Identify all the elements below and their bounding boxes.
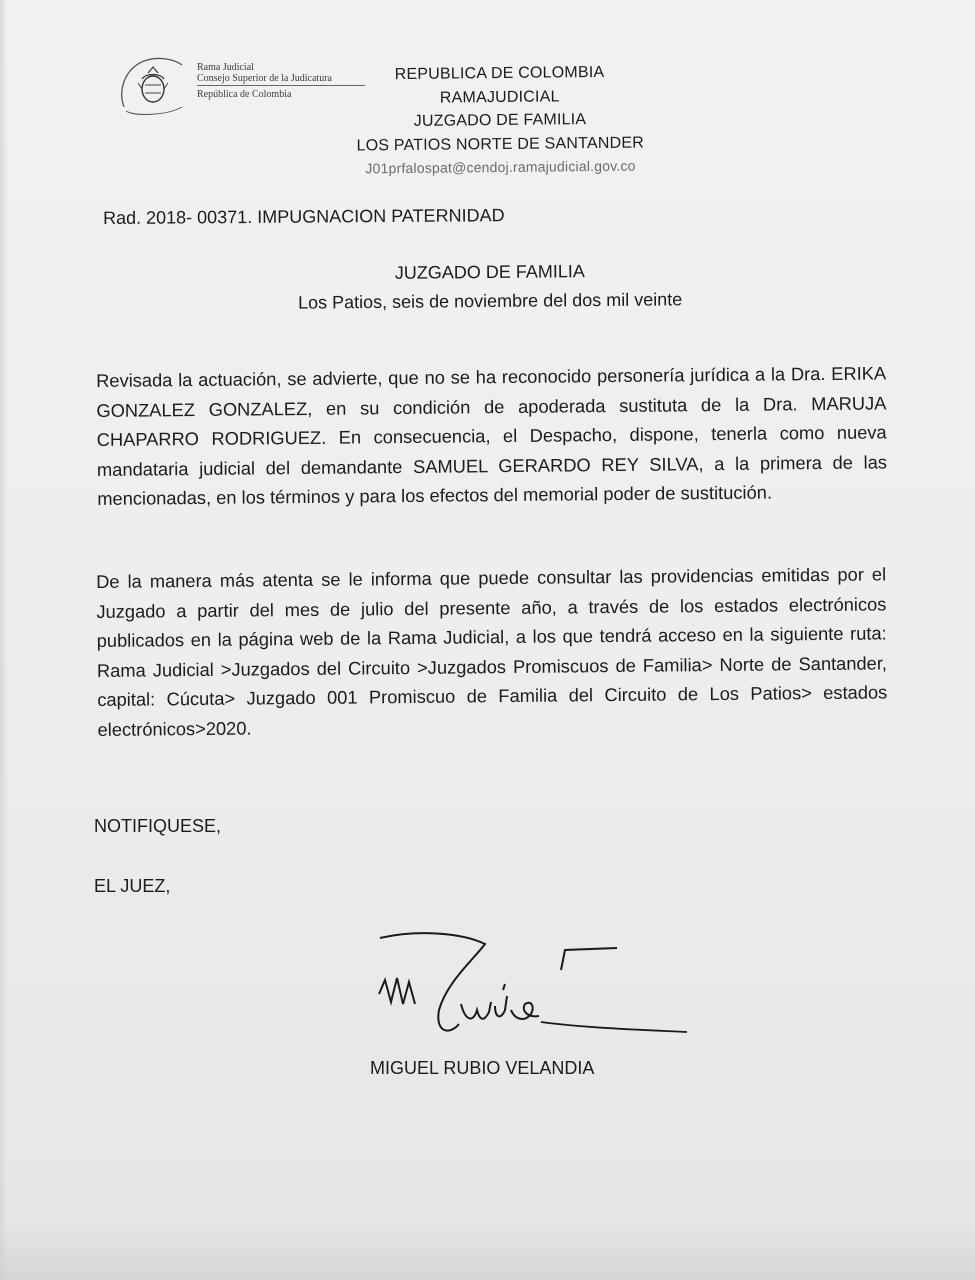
handwritten-signature	[355, 920, 700, 1060]
place-date: Los Patios, seis de noviembre del dos mil veinte	[297, 289, 683, 313]
court-heading	[260, 256, 720, 318]
court-name: JUZGADO DE FAMILIA	[394, 261, 585, 283]
court-email: J01prfalospat@cendoj.ramajudicial.gov.co	[365, 157, 636, 177]
logo-caption-line: República de Colombia	[197, 89, 292, 100]
coat-of-arms-logo-icon	[118, 55, 188, 117]
paper-edge-shadow	[0, 0, 8, 1280]
signer-name: MIGUEL RUBIO VELANDIA	[370, 1058, 595, 1078]
body-paragraph: Revisada la actuación, se advierte, que no se ha reconocido personería jurídica a la Dra. ERIKA GONZALEZ GONZALEZ, en su condición de apoderada sustituta de la Dra. MARUJA CHAPARRO RODRIGUEZ. En consecuencia, el Despacho, dispone, tenerla como nueva mandataria judicial del demandante SAMUEL GERARDO REY SILVA, a la primera de las mencionadas, en los términos y para los efectos del memorial poder de sustitución.	[96, 362, 888, 509]
letterhead-line: JUZGADO DE FAMILIA	[413, 111, 587, 130]
letterhead-line: LOS PATIOS NORTE DE SANTANDER	[356, 133, 644, 155]
signer-title: EL JUEZ,	[94, 876, 171, 896]
logo-caption-line: Rama Judicial	[197, 62, 254, 73]
letterhead-block	[329, 60, 670, 181]
case-reference: Rad. 2018- 00371. IMPUGNACION PATERNIDAD	[103, 205, 505, 228]
paper-bottom-shadow	[0, 1220, 975, 1280]
letterhead-line: REPUBLICA DE COLOMBIA	[394, 63, 605, 84]
closing-notify: NOTIFIQUESE,	[94, 816, 222, 836]
letterhead-line: RAMAJUDICIAL	[439, 87, 560, 107]
body-paragraph: De la manera más atenta se le informa que puede consultar las providencias emitidas por el Juzgado a partir del mes de julio del presente año, a través de los estados electrónicos publicados en la página web de la Rama Judicial, a los que tendrá acceso en la siguiente ruta: Rama Judicial >Juzgados del Circuito >Juzgados Promiscuos de Familia> Norte de Santander, capital: Cúcuta> Juzgado 001 Promiscuo de Familia del Circuito de Los Patios> estados electrónicos>2020.	[96, 563, 888, 740]
logo-caption-line: Consejo Superior de la Judicatura	[197, 73, 332, 84]
